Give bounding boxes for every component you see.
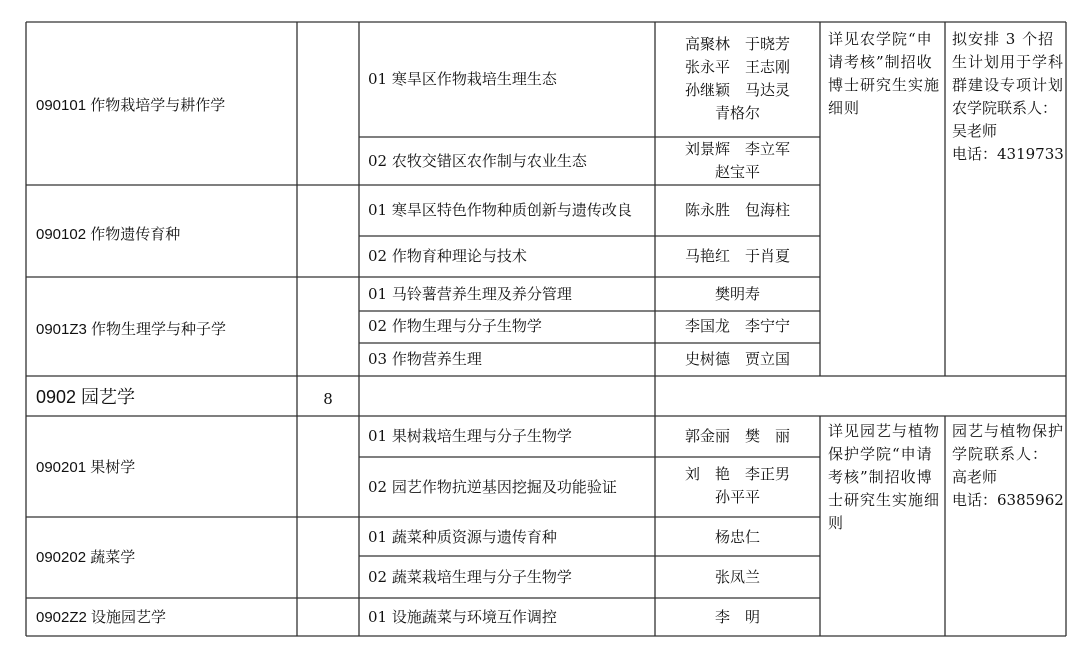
- agri-phone: 电话：4319733: [952, 145, 1064, 163]
- major-090202: 090202 蔬菜学: [36, 549, 136, 566]
- advisor-list: [655, 463, 820, 509]
- hort-remark: [952, 420, 1064, 512]
- advisor-line: 孙继颖 马达灵: [684, 81, 790, 99]
- agri-contact-label: 农学院联系人：: [952, 99, 1058, 117]
- advisor-line: 孙平平: [714, 488, 760, 506]
- direction-label: 02 蔬菜栽培生理与分子生物学: [368, 568, 572, 586]
- advisor-line: 陈永胜 包海柱: [684, 201, 790, 219]
- agri-exam-note: 详见农学院“申请考核”制招收博士研究生实施细则: [828, 30, 941, 117]
- advisor-line: 张凤兰: [714, 568, 760, 586]
- advisor-line: 马艳红 于肖夏: [684, 247, 790, 265]
- direction-label: 02 园艺作物抗逆基因挖掘及功能验证: [368, 478, 617, 496]
- direction-label: 02 作物育种理论与技术: [368, 247, 527, 265]
- major-090201: 090201 果树学: [36, 459, 136, 476]
- direction-label: 03 作物营养生理: [368, 350, 482, 368]
- major-090101: 090101 作物栽培学与耕作学: [36, 97, 226, 114]
- direction-label: 01 果树栽培生理与分子生物学: [368, 427, 572, 445]
- major-0902: 0902 园艺学: [36, 387, 136, 407]
- agri-remark: [952, 28, 1064, 166]
- direction-label: 01 马铃薯营养生理及养分管理: [368, 285, 572, 303]
- hort-contact-person: 高老师: [952, 468, 998, 486]
- agri-plan-note: 拟安排 3 个招生计划用于学科群建设专项计划: [952, 30, 1065, 94]
- advisor-line: 高聚林 于晓芳: [684, 35, 790, 53]
- direction-label: 02 作物生理与分子生物学: [368, 317, 542, 335]
- advisor-list: [655, 33, 820, 125]
- major-0902Z2: 0902Z2 设施园艺学: [36, 609, 167, 626]
- advisor-list: [655, 138, 820, 184]
- direction-label: 02 农牧交错区农作制与农业生态: [368, 152, 587, 170]
- direction-label: 01 设施蔬菜与环境互作调控: [368, 608, 557, 626]
- agri-contact-person: 吴老师: [952, 122, 998, 140]
- major-090102: 090102 作物遗传育种: [36, 226, 181, 243]
- advisor-line: 郭金丽 樊 丽: [684, 427, 790, 445]
- direction-label: 01 寒旱区特色作物种质创新与遗传改良: [368, 201, 632, 219]
- direction-label: 01 蔬菜种质资源与遗传育种: [368, 528, 557, 546]
- advisor-line: 张永平 王志刚: [684, 58, 790, 76]
- advisor-line: 刘景辉 李立军: [684, 140, 790, 158]
- advisor-line: 李国龙 李宁宁: [684, 317, 790, 335]
- advisor-line: 刘 艳 李正男: [684, 465, 790, 483]
- major-0901Z3: 0901Z3 作物生理学与种子学: [36, 321, 227, 338]
- direction-label: 01 寒旱区作物栽培生理生态: [368, 70, 557, 88]
- advisor-line: 青格尔: [714, 104, 760, 122]
- hort-contact-label: 园艺与植物保护学院联系人：: [952, 422, 1065, 463]
- advisor-line: 史树德 贾立国: [684, 350, 790, 368]
- hort-phone: 电话：6385962: [952, 491, 1064, 509]
- hort-exam-note: 详见园艺与植物保护学院“申请考核”制招收博士研究生实施细则: [828, 422, 941, 532]
- quota-count: 8: [323, 390, 333, 408]
- advisor-line: 李 明: [714, 608, 760, 626]
- advisor-line: 樊明寿: [714, 285, 760, 303]
- advisor-line: 赵宝平: [714, 163, 760, 181]
- advisor-line: 杨忠仁: [714, 528, 760, 546]
